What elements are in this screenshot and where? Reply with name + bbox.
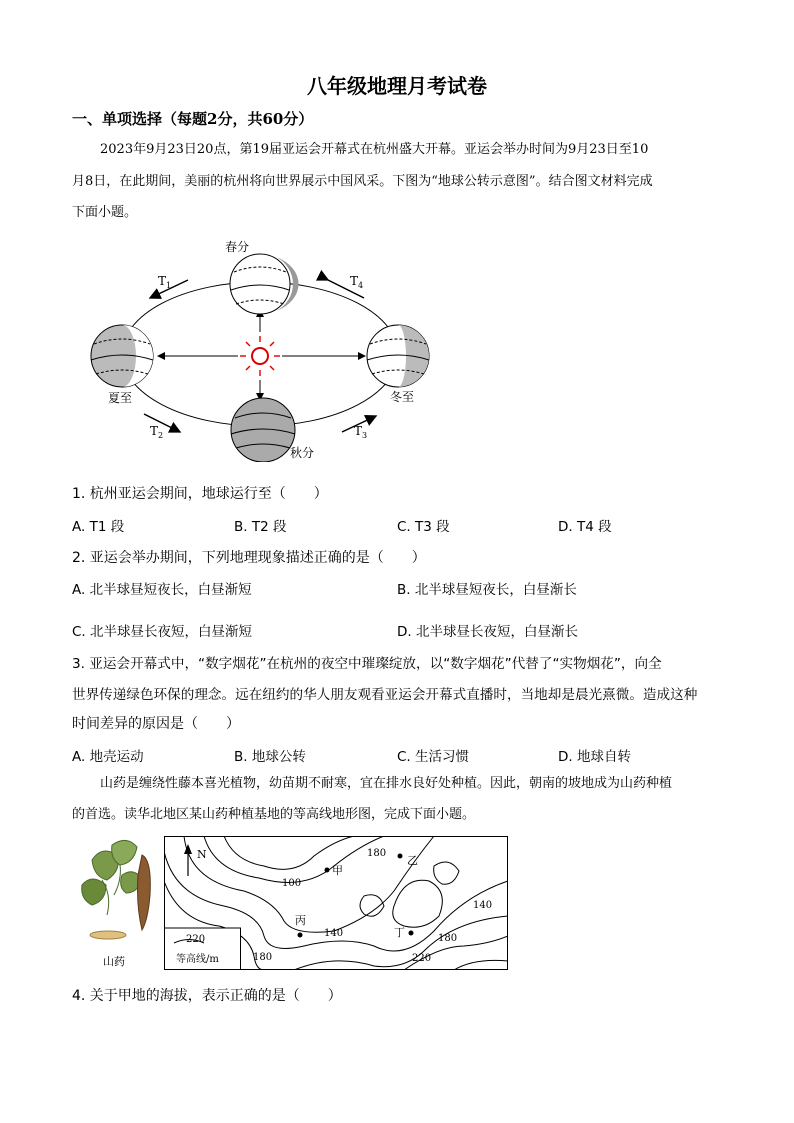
point-yi: 乙 [407, 854, 418, 867]
q3-option-a[interactable]: A. 地壳运动 [72, 749, 144, 765]
earth-spring-equinox [230, 254, 299, 314]
earth-winter-solstice [367, 325, 429, 387]
question-3-line-2: 世界传递绿色环保的理念。远在纽约的华人朋友观看亚运会开幕式直播时，当地却是晨光熹微。造成这种 [72, 687, 698, 703]
legend-label: 等高线/m [176, 954, 219, 965]
question-3-line-1: 3. 亚运会开幕式中，“数字烟花”在杭州的夜空中璀璨绽放，以“数字烟花”代替了“实物烟花”，向全 [72, 656, 662, 672]
question-4-stem: 4. 关于甲地的海拔，表示正确的是（ ） [72, 988, 342, 1004]
earth-summer-solstice [91, 325, 153, 387]
point-ding: 丁 [394, 926, 405, 939]
contour-label-140-mid: 140 [324, 928, 344, 939]
label-spring-equinox: 春分 [225, 240, 250, 254]
sun-icon [240, 336, 280, 376]
intro-line-3: 下面小题。 [72, 205, 138, 220]
yam-caption: 山药 [103, 955, 125, 968]
page-title: 八年级地理月考试卷 [307, 74, 487, 98]
q2-option-d[interactable]: D. 北半球昼长夜短，白昼渐长 [397, 624, 578, 640]
q1-option-d[interactable]: D. T4 段 [558, 519, 612, 535]
q2-option-c[interactable]: C. 北半球昼长夜短，白昼渐短 [72, 624, 253, 640]
label-winter-solstice: 冬至 [390, 390, 415, 404]
label-autumn-equinox: 秋分 [290, 446, 315, 460]
contour-label-180-top: 180 [367, 848, 387, 859]
contour-label-180-right: 180 [438, 933, 458, 944]
label-t2: $T_2$ [150, 424, 164, 440]
earth-orbit-diagram [80, 232, 440, 462]
intro-line-2: 月8日，在此期间，美丽的杭州将向世界展示中国风采。下图为“地球公转示意图”。结合图文材料完成 [72, 174, 653, 189]
question-3-line-3: 时间差异的原因是（ ） [72, 716, 240, 732]
question-1-stem: 1. 杭州亚运会期间，地球运行至（ ） [72, 486, 328, 502]
q3-option-c[interactable]: C. 生活习惯 [397, 749, 470, 765]
intro-line-1: 2023年9月23日20点，第19届亚运会开幕式在杭州盛大开幕。亚运会举办时间为9月23日至10 [100, 142, 649, 157]
contour-label-180-bottom: 180 [253, 952, 273, 963]
legend-value: 220 [186, 934, 206, 945]
section-heading: 一、单项选择（每题2分，共60分） [72, 110, 314, 128]
yam-illustration [72, 835, 162, 943]
contour-label-100: 100 [282, 878, 302, 889]
intro2-line-2: 的首选。读华北地区某山药种植基地的等高线地形图，完成下面小题。 [72, 807, 476, 822]
label-t1: $T_1$ [158, 274, 172, 290]
contour-label-220: 220 [412, 953, 432, 964]
label-summer-solstice: 夏至 [108, 391, 133, 405]
intro2-line-1: 山药是缠绕性藤本喜光植物，幼苗期不耐寒，宜在排水良好处种植。因此，朝南的坡地成为山药种植 [100, 776, 673, 791]
label-t4: $T_4$ [350, 274, 364, 290]
q1-option-b[interactable]: B. T2 段 [234, 519, 287, 535]
earth-autumn-equinox [231, 398, 295, 462]
point-jia: 甲 [332, 864, 343, 877]
q2-option-a[interactable]: A. 北半球昼短夜长，白昼渐短 [72, 582, 252, 598]
label-t3: $T_3$ [354, 424, 368, 440]
question-2-stem: 2. 亚运会举办期间，下列地理现象描述正确的是（ ） [72, 550, 426, 566]
q1-option-a[interactable]: A. T1 段 [72, 519, 125, 535]
contour-label-140-right: 140 [473, 900, 493, 911]
q2-option-b[interactable]: B. 北半球昼短夜长，白昼渐长 [397, 582, 577, 598]
q3-option-b[interactable]: B. 地球公转 [234, 749, 306, 765]
q3-option-d[interactable]: D. 地球自转 [558, 749, 631, 765]
contour-map [164, 836, 508, 970]
point-bing: 丙 [295, 914, 306, 927]
north-label: N [197, 848, 207, 861]
q1-option-c[interactable]: C. T3 段 [397, 519, 450, 535]
